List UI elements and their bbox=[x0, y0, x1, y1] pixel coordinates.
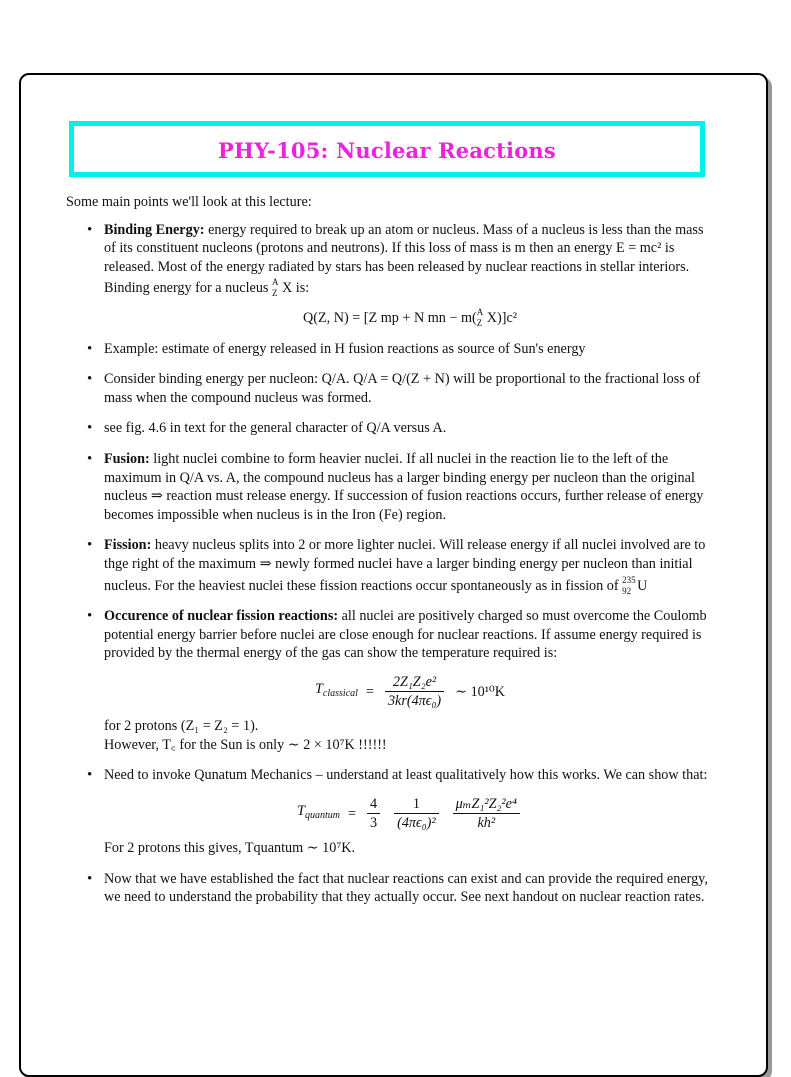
point-text: energy required to break up an atom or nucleus. Mass of a nucleus is less than the mass of its constituent nucleons (protons and neutrons). If this loss of mass is m then an energy E = mc² is released. Most of the energy radiated by stars has been released by nuclear reactions in stellar interiors. Binding energy for a nucleus bbox=[104, 221, 704, 297]
point-example: • Example: estimate of energy released in H fusion reactions as source of Sun's energy bbox=[66, 340, 716, 359]
point-label: Fusion: bbox=[104, 450, 150, 467]
classical-temperature-equation: $T_{classical}$ = $\frac{\text{2Z₁Z₂e²}}{\text{3kr(4πϵ₀)}}$ ∼ 10¹⁰K bbox=[315, 673, 505, 710]
point-label: Occurence of nuclear fission reactions: bbox=[104, 608, 339, 625]
fraction: $\frac{4}{3}$ bbox=[367, 795, 380, 833]
fraction: $\frac{\text{2Z₁Z₂e²}}{\text{3kr(4πϵ₀)}}$ bbox=[385, 673, 444, 711]
quantum-temperature-equation: $T_{quantum}$ = $\frac{4}{3}$ $\frac{1}{\text{(4πϵ₀)²}}$ $\frac{\text{μₘZ₁²Z₂²e⁴}}{\text{kh²}}$ bbox=[104, 795, 716, 833]
point-quantum: • Need to invoke Qunatum Mechanics – understand at least qualitatively how this works. We can show that: $T_{quantum}$ = $\frac{4}{3}$ $\frac{1}{\text{(4πϵ₀)²}}$ $\frac{\text{μₘZ₁²Z₂²e⁴}}{\text{kh²}}$ For 2 protons this gives, Tquantum ∼ 10⁷K. bbox=[66, 766, 716, 857]
point-occurrence: • Occurence of nuclear fission reactions: all nuclei are positively charged so must overcome the Coulomb potential energy barrier before nuclei are close enough for nuclear reactions. If assume energy required is provided by the thermal energy of the gas can show the temperature required is: $T_{classical}$ = $\frac{\text{2Z₁Z₂e²}}{\text{3kr(4πϵ₀)}}$ ∼ 10¹⁰K for 2 protons (Z₁ = Z₂ = 1). However, T꜀ for the Sun is only ∼ 2 × 10⁷K !!!!!! bbox=[66, 607, 716, 754]
isotope-notation: A Z bbox=[271, 277, 279, 299]
point-label: Fission: bbox=[104, 537, 152, 554]
point-next-handout: • Now that we have established the fact that nuclear reactions can exist and can provide the required energy, we need to understand the probability that they actually occur. See next handout on nuclear reaction rates. bbox=[66, 870, 716, 907]
point-text-end: X is: bbox=[281, 280, 310, 297]
page-title: PHY-105: Nuclear Reactions bbox=[218, 138, 556, 163]
lecture-content bbox=[66, 193, 716, 919]
title-box bbox=[69, 121, 705, 177]
points-list bbox=[66, 221, 716, 907]
binding-energy-equation: Q(Z, N) = [Z mp + N mn − m( A Z X)]c² bbox=[303, 306, 517, 328]
intro-text: Some main points we'll look at this lecture: bbox=[66, 194, 312, 210]
point-binding-per-nucleon: • Consider binding energy per nucleon: Q/A. Q/A = Q/(Z + N) will be proportional to the fractional loss of mass when the compound nucleus was formed. bbox=[66, 370, 716, 407]
classical-note-2: However, T꜀ for the Sun is only ∼ 2 × 10⁷K !!!!!! bbox=[104, 736, 387, 753]
classical-note-1: for 2 protons (Z₁ = Z₂ = 1). bbox=[104, 718, 259, 735]
point-fission: • Fission: heavy nucleus splits into 2 or more lighter nuclei. Will release energy if all nuclei involved are to thge right of the maximum ⇒ newly formed nuclei have a larger binding energy per nucleon than initial nucleus. For the heaviest nuclei these fission reactions occur spontaneously as in fission of 235 92 U bbox=[66, 536, 716, 595]
point-label: Binding Energy: bbox=[104, 221, 205, 238]
isotope-notation: 235 92 bbox=[622, 574, 636, 596]
quantum-note: For 2 protons this gives, Tquantum ∼ 10⁷K. bbox=[104, 840, 356, 857]
fraction: $\frac{1}{\text{(4πϵ₀)²}}$ bbox=[394, 795, 439, 833]
point-fusion: • Fusion: light nuclei combine to form heavier nuclei. If all nuclei in the reaction lie to the left of the maximum in Q/A vs. A, the compound nucleus has a larger binding energy per nucleon than the original nucleus ⇒ reaction must release energy. If succession of fusion reactions occurs, further release of energy becomes impossible when nucleus is in the Iron (Fe) region. bbox=[66, 450, 716, 524]
fraction: $\frac{\text{μₘZ₁²Z₂²e⁴}}{\text{kh²}}$ bbox=[453, 795, 520, 833]
point-figure-reference: • see fig. 4.6 in text for the general character of Q/A versus A. bbox=[66, 419, 716, 438]
point-binding-energy bbox=[66, 221, 716, 328]
isotope-notation: A Z bbox=[476, 306, 484, 328]
